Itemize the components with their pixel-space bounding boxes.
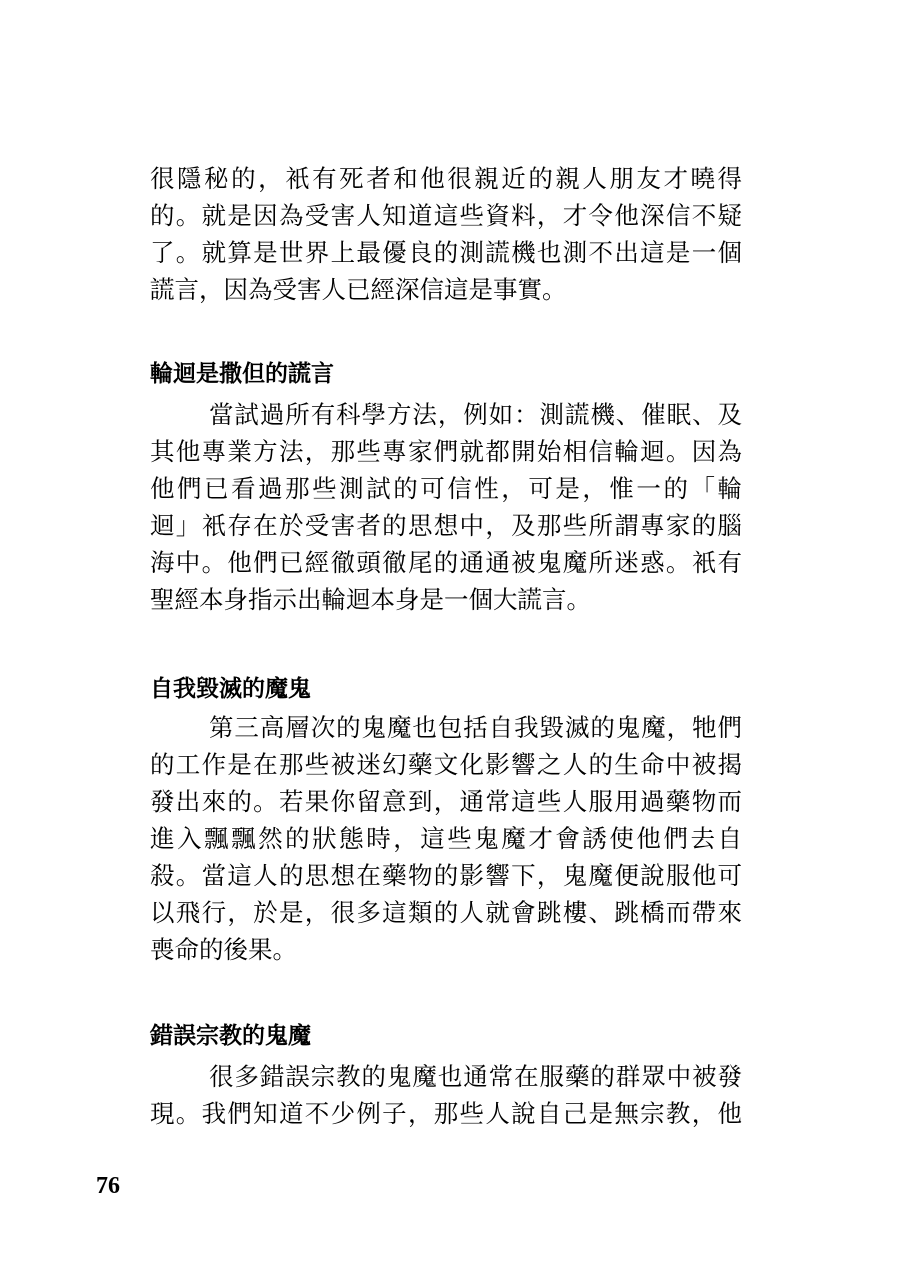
text-line: 他們已看過那些測試的可信性，可是，惟一的「輪 [150,474,742,503]
text-line: 以飛行，於是，很多這類的人就會跳樓、跳橋而帶來 [150,898,742,927]
section-heading: 錯誤宗教的鬼魔 [150,1023,311,1049]
text-line: 的。就是因為受害人知道這些資料，才令他深信不疑 [150,201,742,230]
text-line: 當試過所有科學方法，例如：測謊機、催眠、及 [209,400,742,429]
text-line: 現。我們知道不少例子，那些人說自己是無宗教，他 [150,1099,742,1128]
section-paragraph [150,1058,742,1132]
text-line: 迴」衹存在於受害者的思想中，及那些所謂專家的腦 [150,511,742,540]
text-line: 了。就算是世界上最優良的測謊機也測不出這是一個 [150,238,742,267]
text-line: 其他專業方法，那些專家們就都開始相信輪迴。因為 [150,437,742,466]
text-line: 進入飄飄然的狀態時，這些鬼魔才會誘使他們去自 [150,824,742,853]
text-line: 發出來的。若果你留意到，通常這些人服用過藥物而 [150,787,742,816]
text-line: 喪命的後果。 [150,935,297,964]
text-line: 聖經本身指示出輪迴本身是一個大謊言。 [150,585,591,614]
text-line: 謊言，因為受害人已經深信這是事實。 [150,275,567,304]
page-number: 76 [96,1173,120,1199]
text-line: 的工作是在那些被迷幻藥文化影響之人的生命中被揭 [150,750,742,779]
section-heading: 自我毀滅的魔鬼 [150,676,311,702]
section-paragraph [150,709,742,968]
paragraph-continued [150,160,742,308]
section-paragraph [150,396,742,618]
text-line: 第三高層次的鬼魔也包括自我毀滅的鬼魔，牠們 [209,713,742,742]
text-line: 海中。他們已經徹頭徹尾的通通被鬼魔所迷惑。衹有 [150,548,742,577]
text-line: 很隱秘的，衹有死者和他很親近的親人朋友才曉得 [150,164,742,193]
section-heading: 輪迴是撒但的謊言 [150,361,334,387]
text-line: 殺。當這人的思想在藥物的影響下，鬼魔便說服他可 [150,861,742,890]
text-line: 很多錯誤宗教的鬼魔也通常在服藥的群眾中被發 [209,1062,742,1091]
